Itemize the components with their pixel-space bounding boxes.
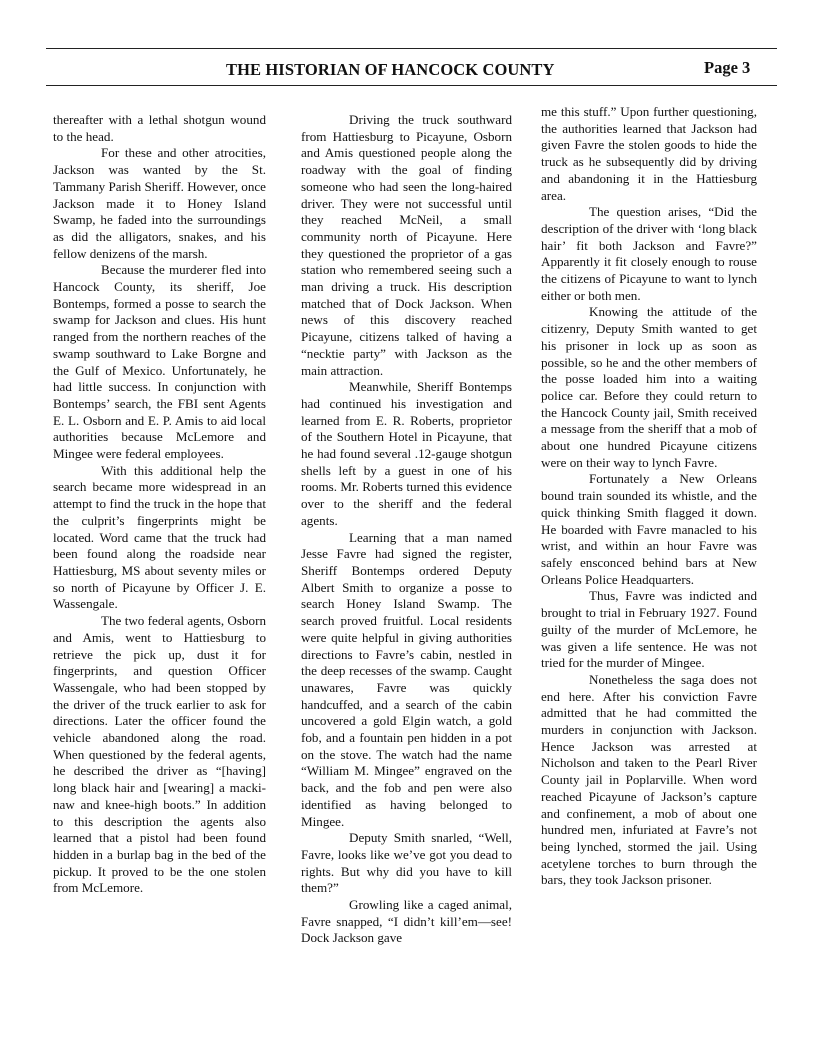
- article-column-1: [53, 112, 266, 897]
- paragraph: Thus, Favre was indicted and brought to trial in February 1927. Found guilty of the murder of McLemore, he was given a life sentence. He was not tried for the murder of Mingee.: [541, 588, 757, 671]
- paragraph: Because the murderer fled into Hancock County, its sheriff, Joe Bontemps, formed a posse to search the swamp for Jackson and clues. His hunt ranged from the northern reaches of the swamp southward to Lake Borgne and the Gulf of Mexico. Unfortunately, he had little success. In conjunction with Bontemps’ search, the FBI sent Agents E. L. Osborn and E. P. Amis to aid local authorities because McLemore and Mingee were federal employees.: [53, 262, 266, 462]
- paragraph: Knowing the attitude of the citizenry, Deputy Smith wanted to get his prisoner in lock up as soon as possible, so he and the other members of the posse loaded him into a waiting police car. Before they could return to the Hancock County jail, Smith received a message from the sheriff that a mob of about one hundred Picayune citizens were on their way to lynch Favre.: [541, 304, 757, 470]
- paragraph: Driving the truck southward from Hattiesburg to Picayune, Osborn and Amis questioned people along the roadway with the goal of finding someone who had seen the long-haired driver. They were not successful until they reached McNeil, a small community north of Picayune. Here they questioned the proprietor of a gas station who remembered seeing such a man driving a truck. His description matched that of Dock Jackson. When news of this discovery reached Picayune, citizens talked of having a “necktie party” with Jackson as the main attraction.: [301, 112, 512, 378]
- article-column-2: [301, 112, 512, 947]
- newsletter-title: THE HISTORIAN OF HANCOCK COUNTY: [226, 60, 555, 79]
- paragraph: Learning that a man named Jesse Favre had signed the register, Sheriff Bontemps ordered Deputy Albert Smith to organize a posse to search Honey Island Swamp. The search proved fruitful. Local residents were quite helpful in giving authorities directions to Favre’s cabin, nestled in the deep recesses of the swamp. Caught unawares, Favre was quickly handcuffed, and a search of the cabin uncovered a gold Elgin watch, a gold fob, and a fountain pen hidden in a pot on the stove. The watch had the name “William M. Mingee” engraved on the back, and the fob and pen were also identified as having belonged to Mingee.: [301, 529, 512, 829]
- paragraph: Growling like a caged animal, Favre snapped, “I didn’t kill’em—see! Dock Jackson gave: [301, 897, 512, 946]
- page-number: Page 3: [704, 58, 751, 77]
- paragraph: The two federal agents, Osborn and Amis, went to Hattiesburg to retrieve the pick up, dust it for fingerprints, and question Officer Wassengale, who had been stopped by the driver of the truck earlier to ask for directions. Later the officer found the vehicle abandoned along the road. When questioned by the federal agents, he described the driver as “[having] long black hair and [wearing] a mackinaw and knee-high boots.” In addition to this description the agents also learned that a pistol had been found hidden in a burlap bag in the bed of the pickup. It proved to be the one stolen from McLemore.: [53, 613, 266, 896]
- paragraph: Meanwhile, Sheriff Bontemps had continued his investigation and learned from E. R. Roberts, proprietor of the Southern Hotel in Picayune, that he had found several .12-gauge shotgun shells left by a guest in one of his rooms. Mr. Roberts turned this evidence over to the sheriff and the federal agents.: [301, 379, 512, 528]
- paragraph: me this stuff.” Upon further questioning, the authorities learned that Jackson had given Favre the stolen goods to hide the truck as he subsequently did by driving and abandoning it in the Hattiesburg area.: [541, 104, 757, 203]
- paragraph: For these and other atrocities, Jackson was wanted by the St. Tammany Parish Sheriff. However, once Jackson made it to Honey Island Swamp, he faded into the surroundings as did the alligators, snakes, and his fellow denizens of the marsh.: [53, 145, 266, 261]
- paragraph: thereafter with a lethal shotgun wound to the head.: [53, 112, 266, 144]
- paragraph: The question arises, “Did the description of the driver with ‘long black hair’ fit both Jackson and Favre?” Apparently it fit closely enough to rouse the citizens of Picayune to want to lynch either or both men.: [541, 204, 757, 303]
- paragraph: With this additional help the search became more widespread in an attempt to find the truck in the hope that the culprit’s fingerprints might be located. Word came that the truck had been found along the roadside near Hattiesburg, MS about seventy miles or so north of Picayune by Officer J. E. Wassengale.: [53, 462, 266, 612]
- header-rule-bottom: [46, 85, 777, 86]
- article-column-3: [541, 104, 757, 889]
- paragraph: Deputy Smith snarled, “Well, Favre, looks like we’ve got you dead to rights. But why did you have to kill them?”: [301, 830, 512, 896]
- header-rule-top: [46, 48, 777, 49]
- paragraph: Nonetheless the saga does not end here. After his conviction Favre admitted that he had committed the murders in conjunction with Jackson. Hence Jackson was arrested at Nicholson and taken to the Pearl River County jail in Poplarville. When word reached Picayune of Jackson’s capture and confinement, a mob of about one hundred men, infuriated at Favre’s not being lynched, stormed the jail. Using acetylene torches to burn through the bars, they took Jackson prisoner.: [541, 671, 757, 888]
- paragraph: Fortunately a New Orleans bound train sounded its whistle, and the quick thinking Smith flagged it down. He boarded with Favre manacled to his wrist, and within an hour Favre was safely ensconced behind bars at New Orleans Police Headquarters.: [541, 471, 757, 587]
